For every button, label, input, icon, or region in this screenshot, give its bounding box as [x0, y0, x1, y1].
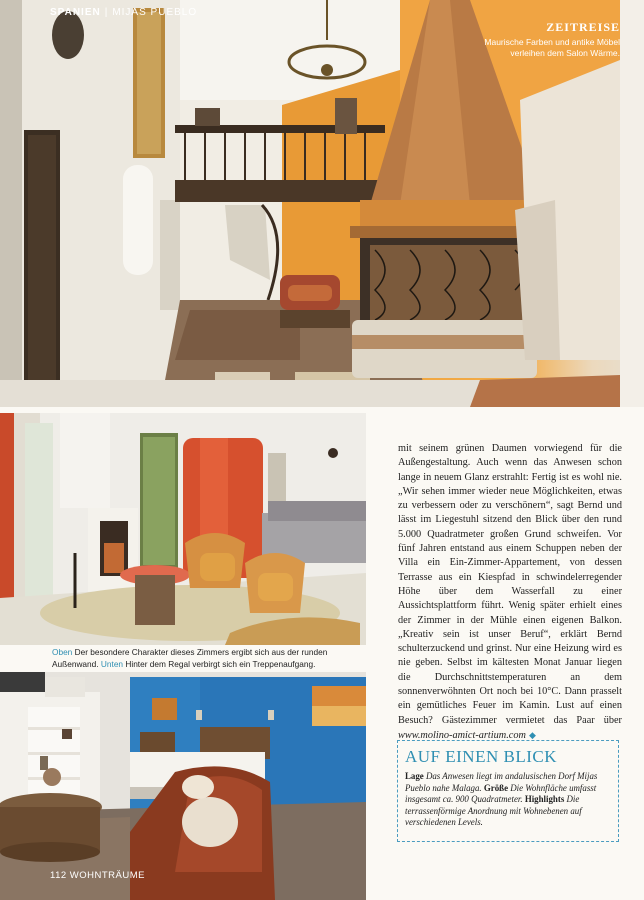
caption-text-top: Der besondere Charakter dieses Zimmers ergibt sich aus der runden Außenwand. — [52, 647, 328, 669]
article-paragraph: mit seinem grünen Daumen vorwiegend für die Außengestaltung. Auch wenn das Anwesen schon lange in neuem Glanz erstrahlt: Fertig ist es wohl nie. „Wir sehen immer wieder neue Möglichkeiten, etwas zu verbessern oder zu verschönern“, sagt Bernd und lässt im Liegestuhl sitzend den Blick über den rund 5.000 Quadratmeter großen Grund schweifen. Vor fünf Jahren entstand aus einem Schuppen neben der Villa ein Ein-Zimmer-Appartement, von dessen Terrasse aus ein Kiespfad in schwindelerregender Höhe über dem Wasserfall zu einer Aussichtsplattform führt. Wenig später erhielt eines der Zimmer in der Mühle einen eigenen Balkon. „Kreativ sein ist unser Beruf“, erklärt Bernd schulterzuckend und grinst. Nur eine Heizung wird es nie geben. Selbst im kältesten Monat Januar liegen die Durchschnittstemperaturen an dem sonnenverwöhnten Ort noch bei 10°C. Dann prasselt ein gemütliches Feuer im Kamin. Lust auf einen Besuch? Gästezimmer vermietet das Paar über — [398, 443, 622, 726]
caption-label-bottom: Unten — [100, 658, 124, 669]
info-lage-text: Das Anwesen liegt im andalusischen Dorf Mijas Pueblo nahe Malaga. — [405, 771, 598, 793]
salon-illustration — [0, 0, 644, 407]
info-highlights-label: Highlights — [524, 794, 565, 804]
blue-room-illustration — [0, 672, 366, 900]
hero-caption-text: Maurische Farben und antike Möbel verleihen dem Salon Wärme. — [484, 37, 620, 58]
end-diamond-icon: ◆ — [528, 729, 536, 740]
info-box-title: AUF EINEN BLICK — [405, 747, 557, 766]
bedroom-photo — [0, 413, 366, 645]
info-box-text — [405, 771, 611, 829]
page-number: 112 — [50, 870, 67, 881]
hero-caption-title: ZEITREISE — [546, 20, 620, 34]
salon-photo — [0, 0, 644, 407]
info-groesse-label: Größe — [483, 782, 509, 793]
section-place: MIJAS PUEBLO — [112, 7, 198, 18]
hero-caption — [470, 20, 620, 59]
info-groesse-text: Die Wohnfläche umfasst insgesamt ca. 900 Quadratmeter. — [405, 782, 597, 804]
info-lage-label: Lage — [405, 771, 424, 781]
magazine-name: WOHNTRÄUME — [69, 870, 145, 881]
blue-room-photo — [0, 672, 366, 900]
article-url[interactable]: www.molino-amict-artium.com — [398, 729, 526, 741]
info-highlights-text: Die terrassenförmige Anordnung mit Wohnebenen auf verschiedenen Levels. — [405, 794, 582, 827]
info-box — [397, 740, 619, 842]
page-footer — [50, 870, 145, 881]
caption-text-bottom: Hinter dem Regal verbirgt sich ein Treppenaufgang. — [125, 658, 316, 669]
section-header: SPANIEN | MIJAS PUEBLO — [50, 7, 198, 18]
caption-label-top: Oben — [52, 647, 73, 657]
bedroom-illustration — [0, 413, 366, 645]
section-country: SPANIEN — [50, 7, 101, 18]
article-body — [398, 442, 622, 743]
photo-caption — [52, 647, 364, 670]
